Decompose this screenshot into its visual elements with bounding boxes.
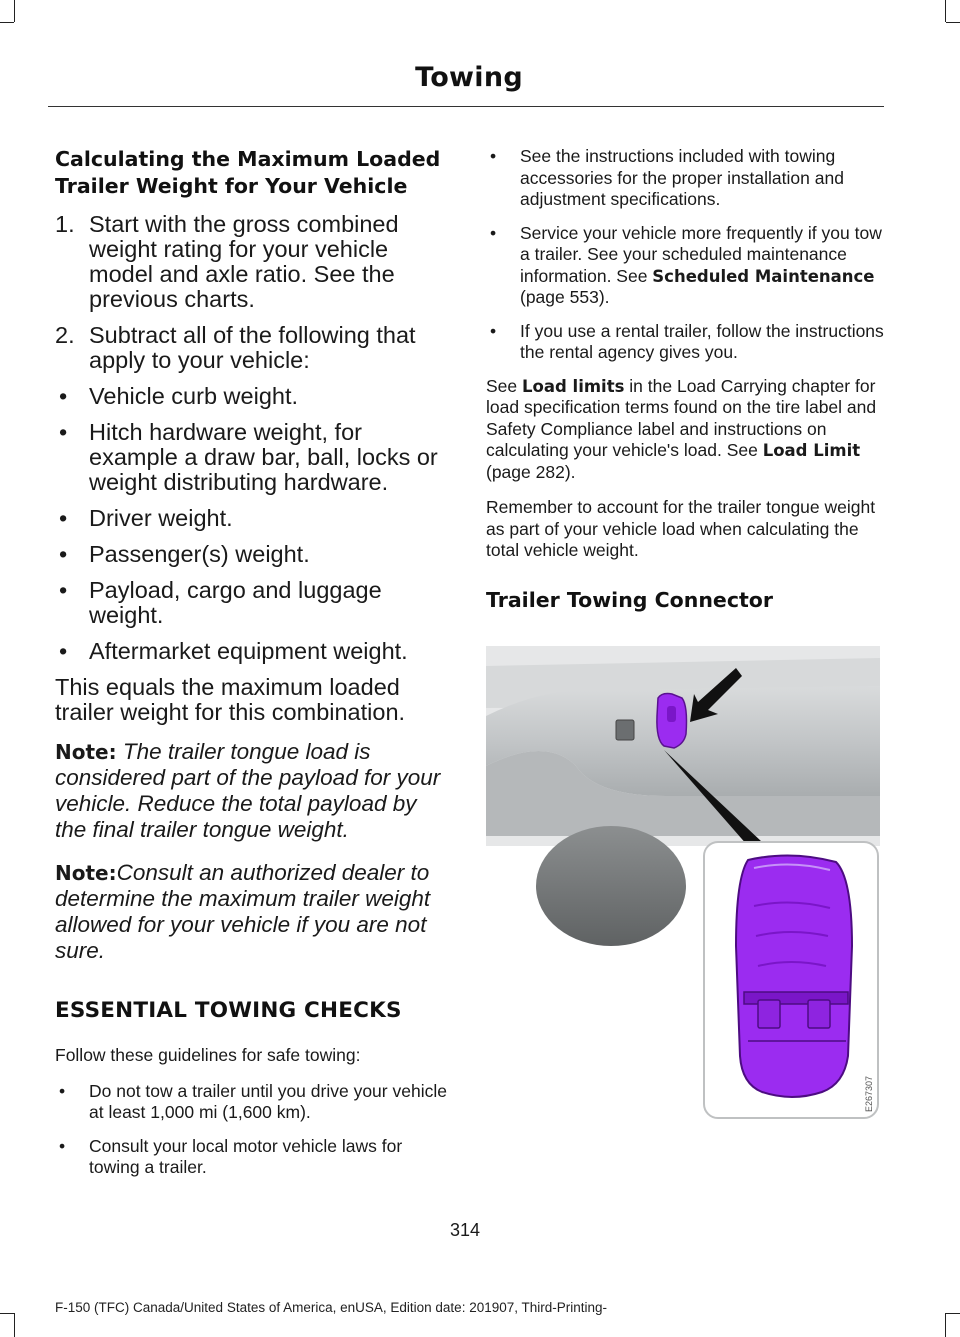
list-item: • Driver weight. — [59, 505, 233, 531]
load-limit-link[interactable]: Load Limit — [762, 441, 861, 460]
list-item: • Consult your local motor vehicle laws for towing a trailer. — [59, 1135, 403, 1177]
crop-mark — [946, 22, 960, 23]
left-column — [55, 146, 451, 1191]
page-footer: F-150 (TFC) Canada/United States of America, enUSA, Edition date: 201907, Third-Printing- — [55, 1300, 608, 1315]
list-item: • Hitch hardware weight, for example a draw bar, ball, locks or weight distributing hardware. — [59, 419, 438, 495]
section-heading: Calculating the Maximum Loaded Trailer Weight for Your Vehicle — [55, 147, 441, 198]
crop-mark — [0, 22, 14, 23]
checks-list — [55, 1081, 451, 1179]
steps-list — [55, 212, 451, 373]
list-item: • Payload, cargo and luggage weight. — [59, 577, 382, 628]
list-item: • Do not tow a trailer until you drive your vehicle at least 1,000 mi (1,600 km). — [59, 1080, 447, 1122]
tongue-weight-paragraph: Remember to account for the trailer tongue weight as part of your vehicle load when calculating the total vehicle weight. — [486, 497, 876, 560]
connector-drawing — [486, 646, 880, 1120]
crop-mark — [14, 1313, 15, 1337]
crop-mark — [946, 1313, 960, 1314]
right-column — [486, 146, 886, 612]
scheduled-maintenance-link[interactable]: Scheduled Maintenance — [652, 266, 875, 286]
subsection-heading: Trailer Towing Connector — [486, 587, 773, 612]
header-divider — [48, 106, 884, 107]
page-number: 314 — [449, 1220, 481, 1240]
intro-paragraph: Follow these guidelines for safe towing: — [55, 1045, 361, 1065]
list-item: 2. Subtract all of the following that apply to your vehicle: — [55, 322, 416, 373]
trailer-connector-illustration — [486, 646, 880, 1120]
result-paragraph: This equals the maximum loaded trailer weight for this combination. — [55, 674, 406, 725]
crop-mark — [945, 0, 946, 22]
list-item: • Passenger(s) weight. — [59, 541, 310, 567]
load-limits-link[interactable]: Load limits — [522, 376, 625, 396]
page-header-title: Towing — [415, 62, 523, 93]
crop-mark — [0, 1313, 14, 1314]
crop-mark — [945, 1313, 946, 1337]
guidelines-list — [486, 146, 886, 364]
note-tongue-load: Note: The trailer tongue load is considered part of the payload for your vehicle. Reduce the total payload by the final trailer tongue weight. — [55, 739, 441, 842]
list-item: • If you use a rental trailer, follow the instructions the rental agency gives you. — [490, 320, 884, 362]
load-limits-paragraph: See Load limits in the Load Carrying chapter for load specification terms found on the tire label and Safety Compliance label and instructions on calculating your vehicle's load. See Load Limit (page 282). — [486, 375, 877, 482]
list-item: • Aftermarket equipment weight. — [59, 638, 408, 664]
crop-mark — [14, 0, 15, 22]
note-consult-dealer: Note:Consult an authorized dealer to determine the maximum trailer weight allowed for your vehicle if you are not sure. — [55, 860, 431, 963]
list-item: • See the instructions included with towing accessories for the proper installation and adjustment specifications. — [490, 146, 844, 209]
section-title: ESSENTIAL TOWING CHECKS — [55, 998, 402, 1023]
list-item: • Service your vehicle more frequently if you tow a trailer. See your scheduled maintenance information. See Scheduled Maintenance (page 553). — [490, 222, 882, 307]
figure-code: E267307 — [864, 1075, 874, 1112]
list-item: 1. Start with the gross combined weight rating for your vehicle model and axle ratio. See the previous charts. — [55, 211, 399, 312]
subtract-list — [55, 384, 451, 664]
list-item: • Vehicle curb weight. — [59, 383, 299, 409]
